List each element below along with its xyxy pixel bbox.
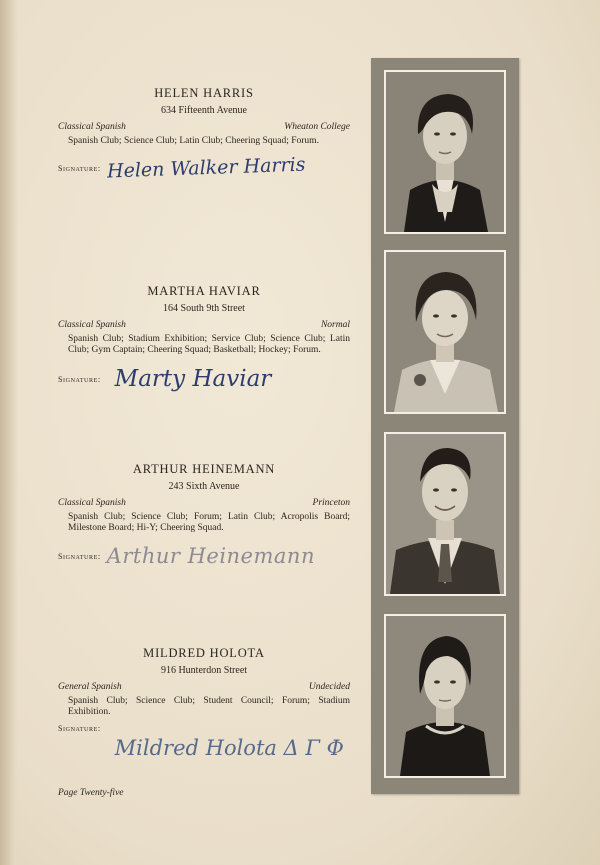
- student-address: 243 Sixth Avenue: [168, 481, 240, 492]
- student-name: HELEN HARRIS: [154, 86, 254, 100]
- handwritten-signature: Mildred Holota Δ Γ Φ: [114, 736, 344, 760]
- activities-list: Spanish Club; Science Club; Latin Club; Cheering Squad; Forum.: [68, 136, 319, 146]
- student-entry-mildred-holota: [58, 646, 350, 760]
- photo-frame: [384, 432, 506, 596]
- course-label: Classical Spanish: [58, 498, 126, 508]
- signature-label: Signature:: [58, 551, 101, 561]
- destination-label: Undecided: [308, 682, 350, 692]
- portrait-martha-haviar-icon: [386, 252, 504, 412]
- activities-list: Spanish Club; Science Club; Student Council; Forum; Stadium Exhibition.: [68, 696, 350, 717]
- signature-row: [58, 366, 350, 392]
- student-entry-helen-harris: [58, 86, 350, 183]
- signature-row: [58, 153, 350, 183]
- photo-frame: [384, 614, 506, 778]
- signature-row: [58, 724, 350, 760]
- course-row: [58, 320, 350, 330]
- course-row: [58, 122, 350, 132]
- portrait-helen-harris-icon: [386, 72, 504, 232]
- page-binding-shadow: [0, 0, 18, 865]
- destination-label: Normal: [320, 320, 350, 330]
- signature-label: Signature:: [58, 163, 101, 173]
- student-address: 634 Fifteenth Avenue: [161, 105, 247, 116]
- activities-list: Spanish Club; Stadium Exhibition; Service Club; Science Club; Latin Club; Gym Captain; Cheering Squad; Basketball; Hockey; Forum.: [68, 334, 350, 355]
- student-name: ARTHUR HEINEMANN: [132, 462, 276, 476]
- portrait-photo-icon: [386, 252, 504, 412]
- student-address: 164 South 9th Street: [163, 303, 245, 314]
- activities-list: Spanish Club; Science Club; Forum; Latin Club; Acropolis Board; Milestone Board; Hi-Y; Cheering Squad.: [68, 512, 350, 533]
- signature-label: Signature:: [58, 374, 101, 384]
- course-row: [58, 498, 350, 508]
- portrait-photo-icon: [386, 434, 504, 594]
- photo-frame: [384, 70, 506, 234]
- student-address: 916 Hunterdon Street: [160, 665, 248, 676]
- course-row: [58, 682, 350, 692]
- course-label: General Spanish: [58, 682, 122, 692]
- handwritten-signature: Arthur Heinemann: [106, 544, 315, 568]
- destination-label: Princeton: [312, 498, 350, 508]
- student-entry-martha-haviar: [58, 284, 350, 392]
- portrait-arthur-heinemann-icon: [386, 434, 504, 594]
- photo-strip: [371, 58, 519, 794]
- signature-row: [58, 544, 350, 568]
- course-label: Classical Spanish: [58, 320, 126, 330]
- student-name: MARTHA HAVIAR: [147, 284, 261, 298]
- student-entry-arthur-heinemann: [58, 462, 350, 568]
- handwritten-signature: Helen Walker Harris: [106, 153, 306, 183]
- portrait-photo-icon: [386, 616, 504, 776]
- page-number: Page Twenty-five: [58, 788, 124, 798]
- handwritten-signature: Marty Haviar: [114, 366, 272, 392]
- course-label: Classical Spanish: [58, 122, 126, 132]
- student-name: MILDRED HOLOTA: [143, 646, 265, 660]
- signature-label: Signature:: [58, 724, 101, 733]
- photo-frame: [384, 250, 506, 414]
- destination-label: Wheaton College: [284, 122, 350, 132]
- portrait-mildred-holota-icon: [386, 616, 504, 776]
- portrait-photo-icon: [386, 72, 504, 232]
